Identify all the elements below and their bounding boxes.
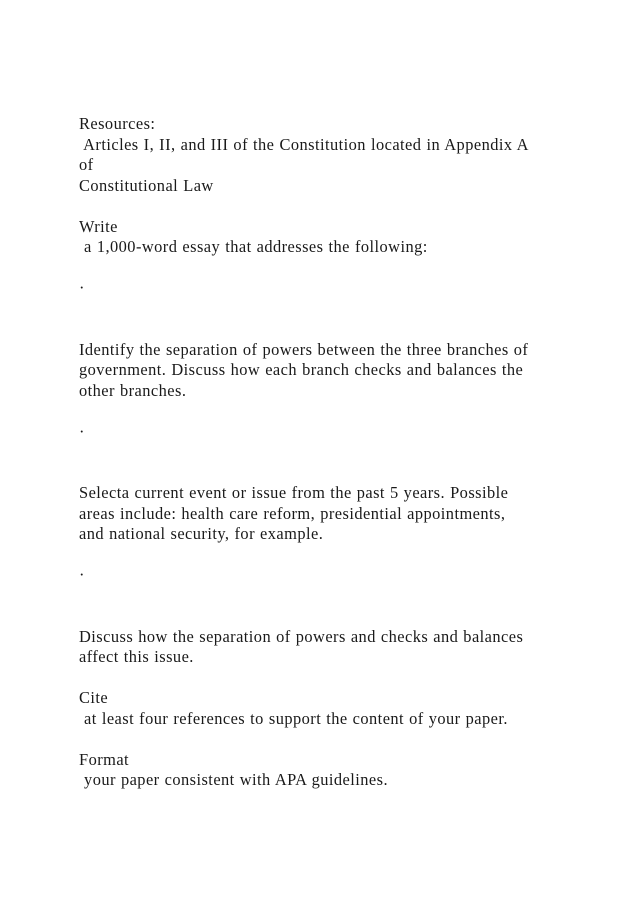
bullet-3-text: affect this issue. [79,647,194,666]
write-heading: Write [79,216,118,236]
resources-heading: Resources: [79,114,156,133]
blank-line [79,401,579,422]
cite-detail: at least four references to support the content of your paper. [79,708,508,728]
bullet-1-text: government. Discuss how each branch checks and balances the [79,360,524,379]
bullet-1-text: Identify the separation of powers between the three branches of [79,339,529,359]
bullet-2-text: areas include: health care reform, presidential appointments, [79,503,506,523]
cite-heading: Cite [79,688,109,707]
bullet-1-text: other branches. [79,380,187,400]
blank-line [79,463,579,484]
blank-line [79,196,579,217]
blank-line [79,606,579,627]
blank-line [79,668,579,689]
resources-detail: Constitutional Law [79,175,214,195]
blank-line [79,729,579,750]
blank-line [79,319,579,340]
bullet-3-text: Discuss how the separation of powers and checks and balances [79,626,524,646]
format-detail: your paper consistent with APA guidelines. [79,770,389,789]
blank-line [79,442,579,463]
bullet-2-text: Selecta current event or issue from the past 5 years. Possible [79,483,509,502]
blank-line [79,299,579,320]
resources-detail: of [79,155,94,174]
bullet-marker: · [79,421,85,441]
bullet-marker: · [79,565,85,584]
document-body [79,114,579,791]
bullet-2-text: and national security, for example. [79,524,324,543]
blank-line [79,258,579,279]
blank-line [79,586,579,607]
blank-line [79,545,579,566]
resources-detail: Articles I, II, and III of the Constitution located in Appendix A [79,134,529,154]
write-detail: a 1,000-word essay that addresses the following: [79,237,428,256]
format-heading: Format [79,749,130,769]
bullet-marker: · [79,278,85,297]
